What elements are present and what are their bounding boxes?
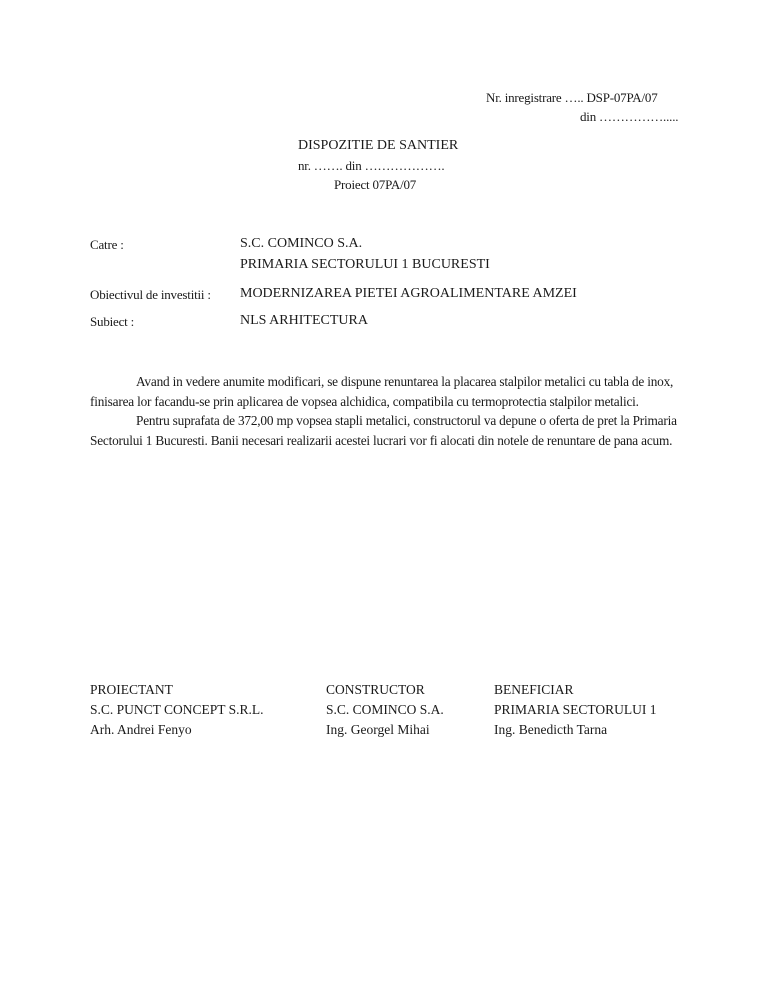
- signature-beneficiar: [494, 680, 657, 740]
- body-paragraph-2: Pentru suprafata de 372,00 mp vopsea stapli metalici, constructorul va depune o oferta de pret la Primaria Sectorului 1 Bucuresti. Banii necesari realizarii acestei lucrari vor fi alocati din notele de renuntare de pana acum.: [90, 413, 677, 448]
- signature-person: Ing. Benedicth Tarna: [494, 722, 608, 737]
- body-paragraph-1: Avand in vedere anumite modificari, se dispune renuntarea la placarea stalpilor metalici cu tabla de inox, finisarea lor facandu-se prin aplicarea de vopsea alchidica, compatibila cu termoprotectia stalpilor metalici.: [90, 374, 674, 409]
- signature-role: CONSTRUCTOR: [326, 682, 425, 697]
- signature-company: PRIMARIA SECTORULUI 1: [494, 702, 657, 717]
- obiectiv-value: MODERNIZAREA PIETEI AGROALIMENTARE AMZEI: [240, 286, 577, 301]
- signature-person: Ing. Georgel Mihai: [326, 722, 430, 737]
- registration-date: din …………….....: [580, 109, 679, 124]
- project-reference: Proiect 07PA/07: [334, 177, 417, 192]
- catre-value-2: PRIMARIA SECTORULUI 1 BUCURESTI: [240, 257, 490, 272]
- signature-proiectant: [90, 680, 264, 740]
- registration-number: Nr. inregistrare ….. DSP-07PA/07: [486, 90, 658, 105]
- body-text: [90, 372, 680, 450]
- signature-constructor: [326, 680, 444, 740]
- signature-role: BENEFICIAR: [494, 682, 574, 697]
- signature-person: Arh. Andrei Fenyo: [90, 722, 192, 737]
- catre-value-1: S.C. COMINCO S.A.: [240, 236, 363, 251]
- subiect-value: NLS ARHITECTURA: [240, 313, 368, 328]
- subiect-label: Subiect :: [90, 314, 135, 329]
- signature-company: S.C. COMINCO S.A.: [326, 702, 444, 717]
- signature-role: PROIECTANT: [90, 682, 173, 697]
- signature-company: S.C. PUNCT CONCEPT S.R.L.: [90, 702, 264, 717]
- catre-label: Catre :: [90, 237, 124, 252]
- document-title: DISPOZITIE DE SANTIER: [298, 138, 459, 153]
- document-number: nr. ……. din ……………….: [298, 158, 445, 173]
- obiectiv-label: Obiectivul de investitii :: [90, 287, 211, 302]
